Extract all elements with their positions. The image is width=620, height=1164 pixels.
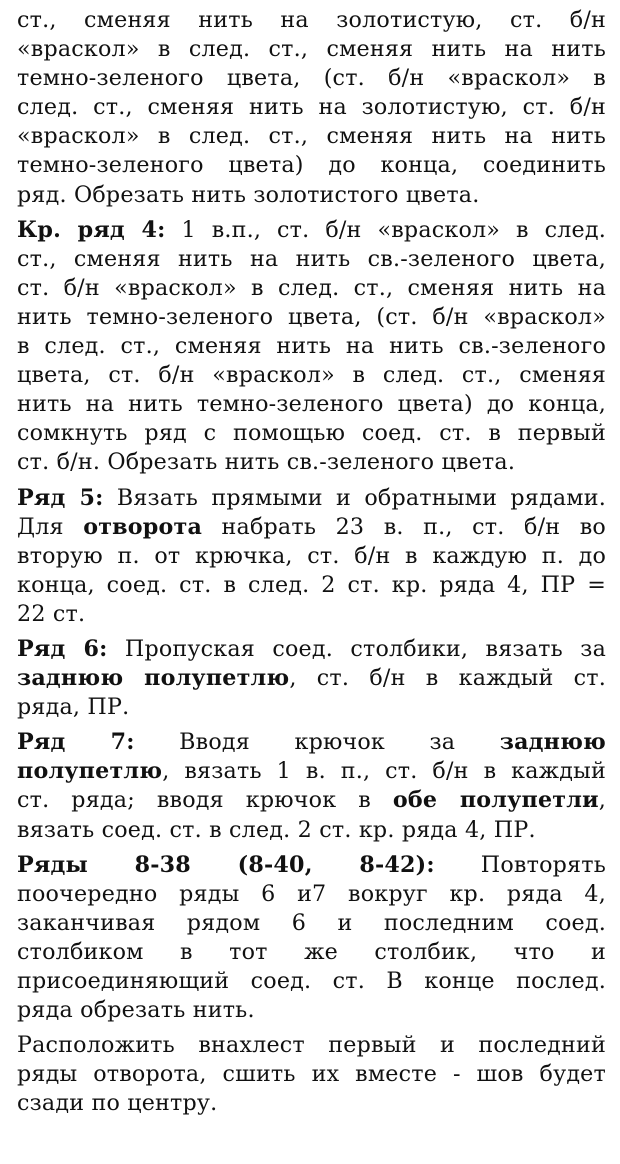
text-line — [17, 786, 606, 815]
text-line — [17, 245, 606, 274]
text-run: нить темно-зеленого цвета, (ст. б/н «враскол» — [17, 303, 606, 330]
text-run: Для — [17, 513, 84, 540]
text-run: Повторять — [434, 851, 606, 878]
text-line — [17, 664, 606, 693]
text-line — [17, 1031, 606, 1060]
text-line — [17, 693, 606, 722]
text-run: ряд. Обрезать нить золотистого цвета. — [17, 181, 480, 208]
text-run: ряда, ПР. — [17, 694, 130, 721]
text-run: Пропуская соед. столбики, вязать за — [107, 635, 607, 662]
text-run: ряды отворота, сшить их вместе - шов будет — [17, 1061, 606, 1088]
text-line — [17, 448, 606, 477]
text-line — [17, 909, 606, 938]
text-run: ст. ряда; вводя крючок в — [17, 787, 393, 814]
text-run: темно-зеленого цвета) до конца, соединить — [17, 152, 606, 179]
text-line — [17, 303, 606, 332]
text-line — [17, 361, 606, 390]
text-run: ст. б/н «враскол» в след. ст., сменяя нить на — [17, 274, 606, 301]
text-run: столбиком в тот же столбик, что и — [17, 938, 606, 965]
text-line — [17, 390, 606, 419]
text-run: Вводя крючок за — [134, 729, 500, 756]
text-line — [17, 122, 606, 151]
bold-text: Ряды 8-38 (8-40, 8-42): — [17, 851, 435, 878]
text-line — [17, 93, 606, 122]
text-line — [17, 1060, 606, 1089]
text-run: поочередно ряды 6 и7 вокруг кр. ряда 4, — [17, 880, 606, 907]
text-line — [17, 216, 606, 245]
text-run: вторую п. от крючка, ст. б/н в каждую п. до — [17, 542, 606, 569]
text-run: заканчивая рядом 6 и последним соед. — [17, 909, 606, 936]
bold-text: Кр. ряд 4: — [17, 216, 166, 243]
text-run: нить на нить темно-зеленого цвета) до конца, — [17, 391, 606, 418]
text-line — [17, 757, 606, 786]
text-run: , вязать 1 в. п., ст. б/н в каждый — [162, 758, 606, 785]
text-run: «враскол» в след. ст., сменяя нить на нить — [17, 36, 606, 63]
text-run: конца, соед. ст. в след. 2 ст. кр. ряда 4, ПР = — [17, 571, 606, 598]
paragraph — [17, 1031, 606, 1118]
text-run: ст., сменяя нить на золотистую, ст. б/н — [17, 7, 606, 33]
text-line — [17, 967, 606, 996]
text-run: сомкнуть ряд с помощью соед. ст. в первый — [17, 420, 606, 447]
text-run: Вязать прямыми и обратными рядами. — [103, 484, 606, 511]
text-run: «враскол» в след. ст., сменяя нить на нить — [17, 123, 606, 150]
text-line — [17, 635, 606, 664]
text-line — [17, 816, 606, 845]
bold-text: обе полупетли — [392, 787, 599, 814]
text-line — [17, 64, 606, 93]
paragraph — [17, 635, 606, 722]
text-run: сзади по центру. — [17, 1090, 218, 1117]
text-run: ряда обрезать нить. — [17, 997, 255, 1024]
text-run: , — [598, 787, 606, 814]
text-run: набрать 23 в. п., ст. б/н во — [202, 513, 606, 540]
paragraph — [17, 6, 606, 210]
text-line — [17, 880, 606, 909]
text-line — [17, 35, 606, 64]
text-line — [17, 151, 606, 180]
text-run: 22 ст. — [17, 600, 86, 627]
bold-text: Ряд 7: — [17, 729, 135, 756]
text-run: 1 в.п., ст. б/н «враскол» в след. — [165, 216, 606, 243]
text-line — [17, 1089, 606, 1118]
paragraph — [17, 728, 606, 844]
bold-text: Ряд 6: — [17, 635, 108, 662]
bold-text: заднюю — [499, 729, 606, 756]
text-line — [17, 419, 606, 448]
text-line — [17, 6, 606, 35]
text-line — [17, 484, 606, 513]
text-line — [17, 513, 606, 542]
text-line — [17, 332, 606, 361]
text-run: , ст. б/н в каждый ст. — [289, 665, 607, 692]
text-line — [17, 938, 606, 967]
text-line — [17, 728, 606, 757]
paragraph — [17, 216, 606, 478]
bold-text: отворота — [83, 513, 203, 540]
text-line — [17, 600, 606, 629]
text-run: вязать соед. ст. в след. 2 ст. кр. ряда 4, ПР. — [17, 816, 536, 843]
text-line — [17, 571, 606, 600]
text-run: Расположить внахлест первый и последний — [17, 1032, 606, 1059]
text-run: в след. ст., сменяя нить на нить св.-зеленого — [17, 333, 606, 360]
text-line — [17, 542, 606, 571]
text-line — [17, 274, 606, 303]
text-run: темно-зеленого цвета, (ст. б/н «враскол» в — [17, 65, 606, 92]
text-run: цвета, ст. б/н «враскол» в след. ст., сменяя — [17, 362, 606, 389]
paragraph — [17, 851, 606, 1026]
bold-text: Ряд 5: — [17, 484, 104, 511]
text-run: ст., сменяя нить на нить св.-зеленого цвета, — [17, 245, 606, 272]
text-line — [17, 181, 606, 210]
text-run: ст. б/н. Обрезать нить св.-зеленого цвета. — [17, 449, 516, 476]
text-run: присоединяющий соед. ст. В конце послед. — [17, 968, 606, 994]
paragraph — [17, 484, 606, 629]
bold-text: полупетлю — [17, 758, 163, 785]
text-run: след. ст., сменяя нить на золотистую, ст. б/н — [17, 94, 606, 121]
text-line — [17, 996, 606, 1025]
bold-text: заднюю полупетлю — [17, 665, 290, 692]
text-line — [17, 851, 606, 880]
